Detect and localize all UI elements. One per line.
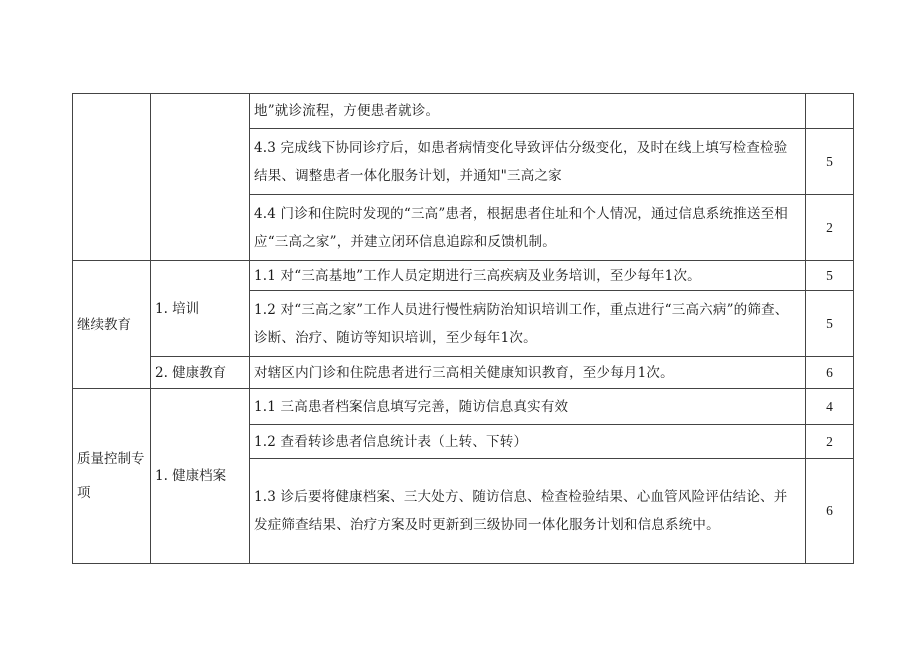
- table-row: [73, 94, 854, 129]
- score-cell: 6: [806, 357, 854, 389]
- category-continuing-education: 继续教育: [73, 261, 151, 389]
- content-cell: 1.2 查看转诊患者信息统计表（上转、下转）: [250, 425, 806, 459]
- content-cell: 对辖区内门诊和住院患者进行三高相关健康知识教育，至少每月1次。: [250, 357, 806, 389]
- content-cell: 4.3 完成线下协同诊疗后，如患者病情变化导致评估分级变化，及时在线上填写检查检验结果、调整患者一体化服务计划，并通知"三高之家: [250, 129, 806, 195]
- score-cell: 5: [806, 291, 854, 357]
- subcategory-cell-empty: [151, 94, 250, 261]
- content-cell: 1.1 三高患者档案信息填写完善，随访信息真实有效: [250, 389, 806, 425]
- score-cell: 2: [806, 195, 854, 261]
- category-label: 质量控制专项: [77, 451, 145, 501]
- subcategory-health-education: 2. 健康教育: [151, 357, 250, 389]
- table-row: [73, 357, 854, 389]
- content-cell: 地”就诊流程，方便患者就诊。: [250, 94, 806, 129]
- content-cell: 4.4 门诊和住院时发现的“三高”患者，根据患者住址和个人情况，通过信息系统推送至相应“三高之家”，并建立闭环信息追踪和反馈机制。: [250, 195, 806, 261]
- score-cell: 4: [806, 389, 854, 425]
- content-cell: 1.2 对“三高之家”工作人员进行慢性病防治知识培训工作，重点进行“三高六病”的筛查、诊断、治疗、随访等知识培训，至少每年1次。: [250, 291, 806, 357]
- table-row: [73, 261, 854, 291]
- score-cell: 5: [806, 129, 854, 195]
- score-cell: 6: [806, 459, 854, 564]
- category-quality-control: [73, 389, 151, 564]
- score-cell: [806, 94, 854, 129]
- table-row: [73, 389, 854, 425]
- subcategory-training: 1. 培训: [151, 261, 250, 357]
- score-cell: 5: [806, 261, 854, 291]
- content-cell: 1.1 对“三高基地”工作人员定期进行三高疾病及业务培训，至少每年1次。: [250, 261, 806, 291]
- evaluation-table: [72, 93, 854, 564]
- subcategory-health-records: 1. 健康档案: [151, 389, 250, 564]
- score-cell: 2: [806, 425, 854, 459]
- content-cell: 1.3 诊后要将健康档案、三大处方、随访信息、检查检验结果、心血管风险评估结论、并发症筛查结果、治疗方案及时更新到三级协同一体化服务计划和信息系统中。: [250, 459, 806, 564]
- category-cell-empty: [73, 94, 151, 261]
